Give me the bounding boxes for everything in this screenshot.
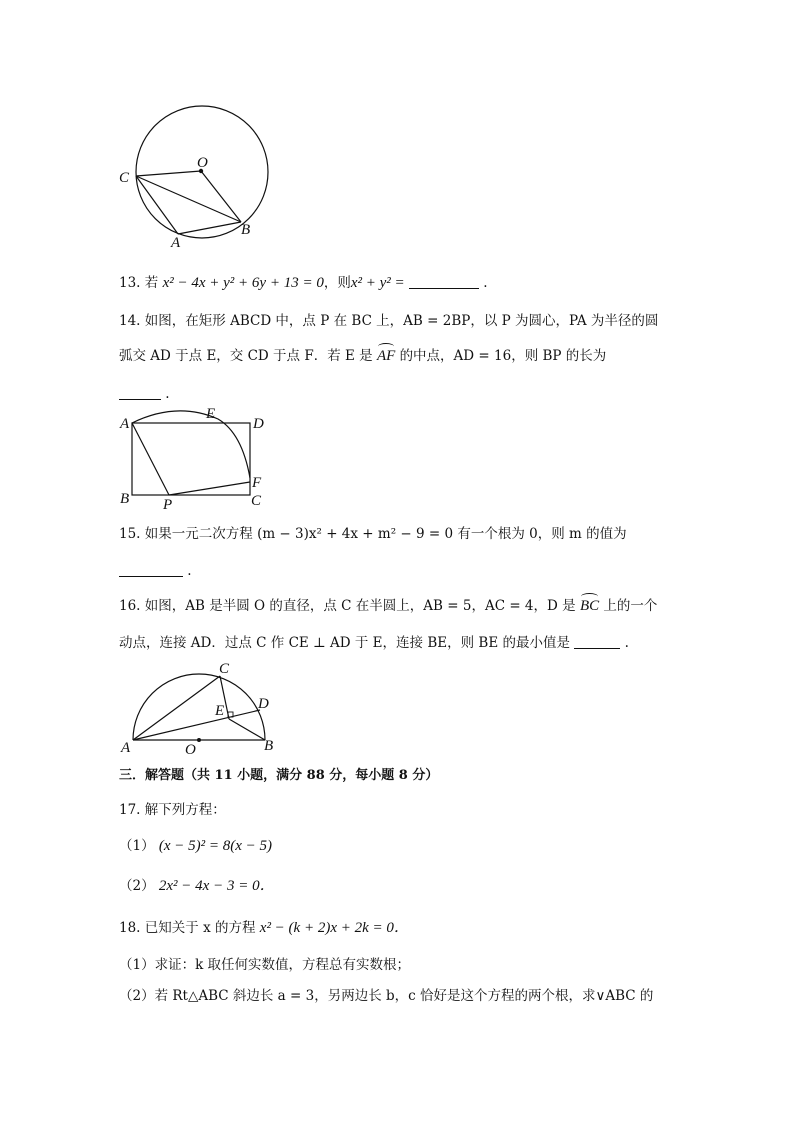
q16-end: . <box>624 635 629 651</box>
q17-part2-label: （2） <box>119 878 155 894</box>
segment-pf <box>169 482 250 495</box>
question-17 <box>119 800 226 820</box>
q14-end: . <box>165 386 170 402</box>
q14-answer-blank <box>119 387 161 400</box>
segment-co <box>136 171 201 176</box>
label-d: D <box>253 416 264 432</box>
segment-ac <box>133 676 220 740</box>
q13-end: . <box>483 275 488 291</box>
q17-title: 解下列方程： <box>144 802 226 818</box>
question-15-line1 <box>119 524 627 544</box>
q15-answer-blank <box>119 564 183 577</box>
q16-text-line2: 动点，连接 AD．过点 C 作 CE ⊥ AD 于 E，连接 BE，则 BE 的最小值是 <box>119 635 570 651</box>
label-e: E <box>215 703 225 719</box>
segment-ad <box>133 710 260 740</box>
figure-semicircle <box>115 658 285 758</box>
semicircle-arc <box>133 674 265 740</box>
q14-text-line1: 如图，在矩形 ABCD 中，点 P 在 BC 上，AB = 2BP，以 P 为圆心，PA 为半径的圆 <box>144 313 659 329</box>
label-c: C <box>251 493 262 509</box>
label-a: A <box>120 416 130 432</box>
question-17-part1 <box>119 836 272 856</box>
q18-title: 已知关于 x 的方程 <box>144 920 256 936</box>
q13-if: 若 <box>144 275 159 291</box>
question-18 <box>119 918 409 938</box>
q13-equation: x² − 4x + y² + 6y + 13 = 0 <box>162 275 324 291</box>
q16-arc-bc: BC <box>579 598 600 614</box>
question-17-part2 <box>119 876 275 896</box>
label-c: C <box>219 661 230 677</box>
label-o: O <box>185 742 196 758</box>
label-b: B <box>241 222 251 238</box>
q14-number: 14. <box>119 313 141 329</box>
question-18-part2: （2）若 Rt△ABC 斜边长 a = 3，另两边长 b，c 恰好是这个方程的两个根，求∨ABC 的 <box>119 988 654 1004</box>
q15-number: 15. <box>119 526 141 542</box>
label-o: O <box>197 155 208 171</box>
arc-ef <box>132 411 250 478</box>
q16-text-line1a: 如图，AB 是半圆 O 的直径，点 C 在半圆上，AB = 5，AC = 4，D 是 <box>144 598 576 614</box>
q18-equation: x² − (k + 2)x + 2k = 0． <box>259 920 409 936</box>
question-18-part1: （1）求证：k 取任何实数值，方程总有实数根； <box>119 957 411 973</box>
label-b: B <box>120 491 130 507</box>
question-14-line2 <box>119 346 606 366</box>
q16-text-line1b: 上的一个 <box>603 598 658 614</box>
q17-part1-label: （1） <box>119 838 155 854</box>
question-14-line3 <box>119 384 170 404</box>
q13-expression: x² + y² = <box>350 275 405 291</box>
q14-text-line2b: 的中点，AD = 16，则 BP 的长为 <box>399 348 607 364</box>
q14-arc-af: AF <box>376 348 396 364</box>
q13-answer-blank <box>409 276 479 289</box>
segment-ap <box>132 423 169 495</box>
q16-number: 16. <box>119 598 141 614</box>
label-p: P <box>163 497 173 513</box>
segment-eb <box>229 719 265 740</box>
q17-number: 17. <box>119 802 141 818</box>
question-14-line1 <box>119 311 658 331</box>
label-a: A <box>121 740 131 756</box>
q14-text-line2a: 弧交 AD 于点 E，交 CD 于点 F．若 E 是 <box>119 348 373 364</box>
figure-circle <box>110 98 280 253</box>
question-15-line2 <box>119 561 192 581</box>
label-d: D <box>258 696 269 712</box>
label-e: E <box>206 406 216 422</box>
segment-ob <box>201 171 241 222</box>
segment-ab <box>178 222 241 234</box>
section-3-title: 三．解答题（共 11 小题，满分 88 分，每小题 8 分） <box>119 768 439 783</box>
q13-then: ，则 <box>323 275 351 291</box>
q17-part2-equation: 2x² − 4x − 3 = 0． <box>158 878 275 894</box>
rectangle-abcd <box>132 423 250 495</box>
question-16-line2 <box>119 633 629 653</box>
q13-number: 13. <box>119 275 141 291</box>
q15-text: 如果一元二次方程 (m − 3)x² + 4x + m² − 9 = 0 有一个根为 0，则 m 的值为 <box>144 526 627 542</box>
label-a: A <box>171 235 181 251</box>
question-16-line1 <box>119 596 657 616</box>
label-c: C <box>119 170 130 186</box>
label-f: F <box>252 475 262 491</box>
q16-answer-blank <box>574 636 620 649</box>
q15-end: . <box>187 563 192 579</box>
q18-number: 18. <box>119 920 141 936</box>
figure-rectangle <box>115 405 275 515</box>
point-o <box>197 738 201 742</box>
question-13 <box>119 273 488 293</box>
label-b: B <box>264 738 274 754</box>
q17-part1-equation: (x − 5)² = 8(x − 5) <box>158 838 273 854</box>
